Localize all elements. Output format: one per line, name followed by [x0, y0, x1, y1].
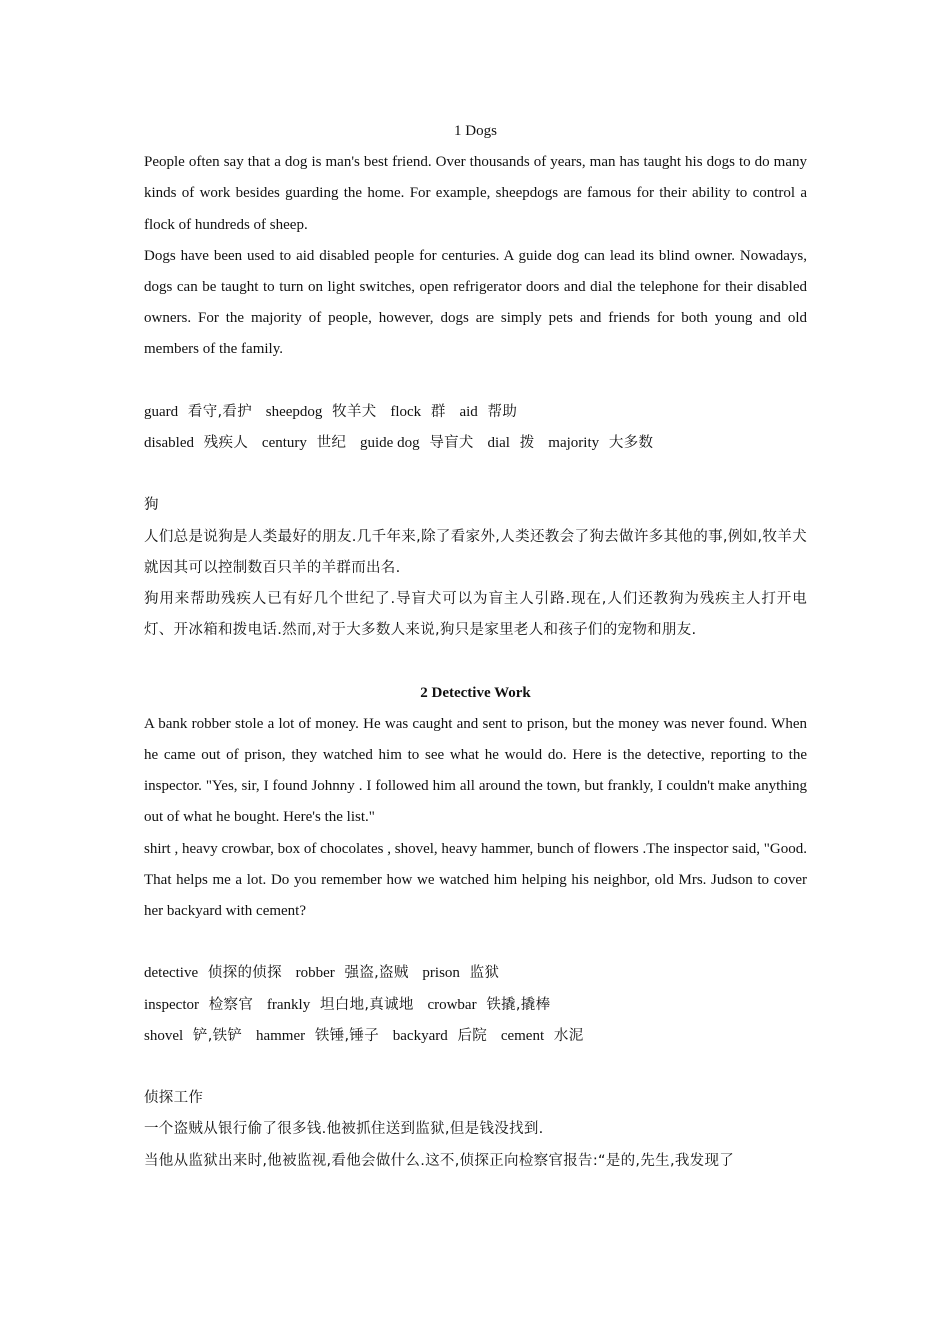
section1-paragraph-1: People often say that a dog is man's best friend. Over thousands of years, man has taught his dogs to do many kinds of work besides guarding the home. For example, sheepdogs are famous for their ability to control a flock of hundreds of sheep.: [144, 154, 807, 233]
vocab-meaning: 拨: [519, 435, 535, 452]
vocab-word: robber: [295, 965, 335, 982]
vocab-meaning: 残疾人: [203, 435, 249, 452]
vocab-word: guide dog: [360, 435, 420, 452]
section2-paragraph-1: A bank robber stole a lot of money. He was caught and sent to prison, but the money was never found. When he came out of prison, they watched him to see what he would do. Here is the detective, reporting to the inspector. "Yes, sir, I found Johnny . I followed him all around the town, but frankly, I couldn't make anything out of what he bought. Here's the list.": [144, 715, 807, 826]
vocab-meaning: 导盲犬: [429, 435, 474, 452]
vocab-meaning: 大多数: [608, 435, 654, 452]
section2-paragraph-2: shirt , heavy crowbar, box of chocolates , shovel, heavy hammer, bunch of flowers .The inspector said, "Good. That helps me a lot. Do you remember how we watched him helping his neighbor, old Mrs. Judson to cover her backyard with cement?: [144, 840, 807, 920]
section1-title: 1 Dogs: [454, 123, 497, 139]
vocab-line: [144, 958, 807, 989]
vocab-word: cement: [500, 1027, 545, 1044]
vocab-meaning: 世纪: [316, 435, 347, 452]
vocab-word: sheepdog: [265, 403, 323, 420]
vocab-line: [144, 990, 807, 1021]
vocab-word: majority: [548, 435, 600, 452]
section1-chinese-title: 狗: [144, 497, 159, 514]
section1-chinese-paragraph-1: 人们总是说狗是人类最好的朋友.几千年来,除了看家外,人类还教会了狗去做许多其他的事,例如,牧羊犬就因其可以控制数百只羊的羊群而出名.: [144, 528, 807, 576]
vocab-word: flock: [390, 403, 422, 420]
vocab-word: shovel: [144, 1027, 184, 1044]
section1-vocabulary: [144, 397, 807, 459]
vocab-word: disabled: [144, 435, 194, 452]
vocab-meaning: 侦探的侦探: [207, 965, 282, 982]
section2-chinese-title: 侦探工作: [144, 1090, 204, 1107]
vocab-word: dial: [487, 435, 510, 452]
vocab-meaning: 强盗,盗贼: [344, 965, 409, 982]
vocab-meaning: 检察官: [208, 996, 254, 1013]
vocab-meaning: 看守,看护: [187, 403, 253, 420]
document-page: [144, 116, 807, 1177]
vocab-meaning: 铁撬,撬棒: [486, 996, 551, 1013]
vocab-word: detective: [144, 965, 199, 982]
vocab-word: guard: [144, 403, 179, 420]
section2-chinese-paragraph-2: 当他从监狱出来时,他被监视,看他会做什么.这不,侦探正向检察官报告:“是的,先生,我发现了: [144, 1152, 735, 1169]
vocab-meaning: 牧羊犬: [332, 403, 377, 420]
vocab-line: [144, 428, 807, 459]
vocab-word: prison: [422, 965, 460, 982]
vocab-word: crowbar: [427, 996, 477, 1013]
section1-chinese-paragraph-2: 狗用来帮助残疾人已有好几个世纪了.导盲犬可以为盲主人引路.现在,人们还教狗为残疾主人打开电灯、开冰箱和拨电话.然而,对于大多数人来说,狗只是家里老人和孩子们的宠物和朋友.: [144, 591, 807, 639]
vocab-meaning: 群: [430, 403, 446, 420]
vocab-meaning: 铁锤,锤子: [314, 1027, 379, 1044]
section1-paragraph-2: Dogs have been used to aid disabled people for centuries. A guide dog can lead its blind owner. Nowadays, dogs can be taught to turn on light switches, open refrigerator doors and dial the telephone for their disabled owners. For the majority of people, however, dogs are simply pets and friends for both young and old members of the family.: [144, 247, 807, 358]
vocab-meaning: 坦白地,真诚地: [319, 996, 414, 1013]
vocab-meaning: 水泥: [553, 1027, 584, 1044]
vocab-meaning: 监狱: [469, 965, 500, 982]
vocab-word: hammer: [255, 1027, 306, 1044]
vocab-word: backyard: [392, 1027, 448, 1044]
vocab-meaning: 帮助: [487, 403, 518, 420]
vocab-word: frankly: [266, 996, 311, 1013]
vocab-word: century: [261, 435, 307, 452]
vocab-meaning: 后院: [457, 1027, 488, 1044]
vocab-word: inspector: [144, 996, 199, 1013]
section2-vocabulary: [144, 958, 807, 1052]
section2-chinese-paragraph-1: 一个盗贼从银行偷了很多钱.他被抓住送到监狱,但是钱没找到.: [144, 1121, 544, 1138]
vocab-line: [144, 397, 807, 428]
vocab-meaning: 铲,铁铲: [192, 1027, 243, 1044]
vocab-line: [144, 1021, 807, 1052]
section2-title: 2 Detective Work: [420, 684, 531, 701]
vocab-word: aid: [459, 403, 478, 420]
